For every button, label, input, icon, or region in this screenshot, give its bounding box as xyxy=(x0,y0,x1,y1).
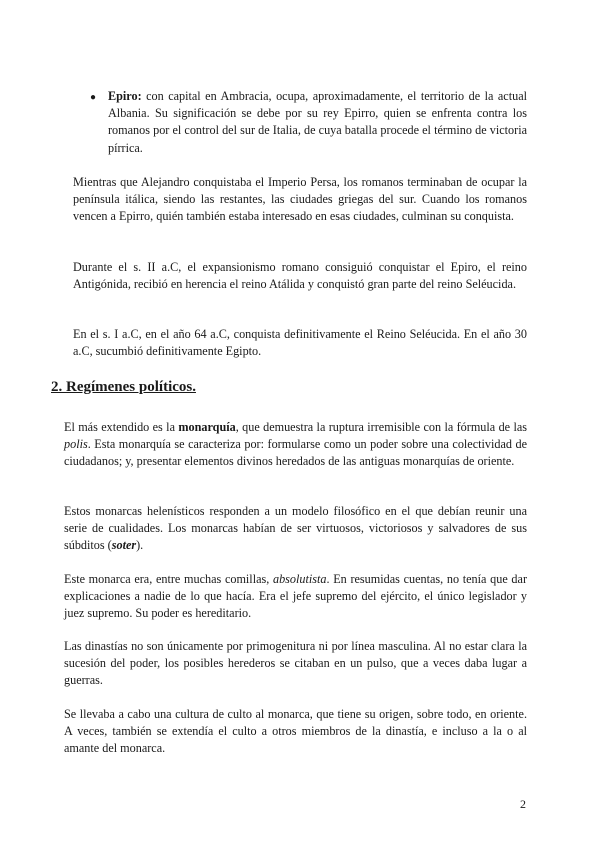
bullet-text: con capital en Ambracia, ocupa, aproximadamente, el territorio de la actual Albania. Su significación se debe por su rey Epirro, quien se enfrenta contra los romanos por el control del sur de Italia, de cuya batalla procede el término de victoria pírrica. xyxy=(108,89,527,155)
page-number: 2 xyxy=(520,797,526,811)
bold-term: monarquía xyxy=(178,420,236,434)
paragraph-monarcas xyxy=(64,503,527,555)
italic-term: polis xyxy=(64,437,88,452)
text-run: ). xyxy=(136,538,144,553)
text-run: Estos monarcas helenísticos responden a un modelo filosófico en el que debían reunir una serie de cualidades. Los monarcas habían de ser virtuosos, victoriosos y salvadores de sus súbditos ( xyxy=(64,504,527,553)
bullet-epiro xyxy=(108,88,527,157)
section-heading: 2. Regímenes políticos. xyxy=(51,379,196,395)
paragraph-alejandro: Mientras que Alejandro conquistaba el Imperio Persa, los romanos terminaban de ocupar la península itálica, siendo las restantes, las ciudades griegas del sur. Cuando los romanos vencen a Epirro, quién también estaba interesado en esas ciudades, culminan su conquista. xyxy=(73,175,527,224)
bullet-marker: ● xyxy=(90,92,97,103)
text-run: . Esta monarquía se caracteriza por: formularse como un poder sobre una colectividad de ciudadanos; y, presentar elementos divinos heredados de las antiguas monarquías de oriente. xyxy=(64,437,527,469)
paragraph-dinastias: Las dinastías no son únicamente por primogenitura ni por línea masculina. Al no estar clara la sucesión del poder, los posibles herederos se citaban en un pulso, que a veces daba lugar a guerras. xyxy=(64,639,527,688)
paragraph-absolutista xyxy=(64,571,527,623)
paragraph-expansionismo: Durante el s. II a.C, el expansionismo romano consiguió conquistar el Epiro, el reino Antigónida, recibió en herencia el reino Atálida y conquistó gran parte del reino Seléucida. xyxy=(73,260,527,292)
text-run: . En resumidas cuentas, no tenía que dar explicaciones a nadie de lo que hacía. Era el jefe supremo del ejército, el único legislador y juez supremo. Su poder es hereditario. xyxy=(64,572,527,621)
text-run: Este monarca era, entre muchas comillas, xyxy=(64,572,273,586)
text-run: El más extendido es la xyxy=(64,420,179,434)
paragraph-monarquia xyxy=(64,419,527,471)
italic-term: absolutista xyxy=(272,572,327,586)
bold-italic-term: soter xyxy=(111,538,137,553)
paragraph-culto: Se llevaba a cabo una cultura de culto al monarca, que tiene su origen, sobre todo, en oriente. A veces, también se extendía el culto a otros miembros de la dinastía, e incluso a la o al amante del monarca. xyxy=(64,707,527,756)
text-run: , que demuestra la ruptura irremisible con la fórmula de las xyxy=(235,420,527,434)
paragraph-seleucida: En el s. I a.C, en el año 64 a.C, conquista definitivamente el Reino Seléucida. En el año 30 a.C, sucumbió definitivamente Egipto. xyxy=(73,327,527,359)
bullet-term: Epiro: xyxy=(108,89,142,103)
